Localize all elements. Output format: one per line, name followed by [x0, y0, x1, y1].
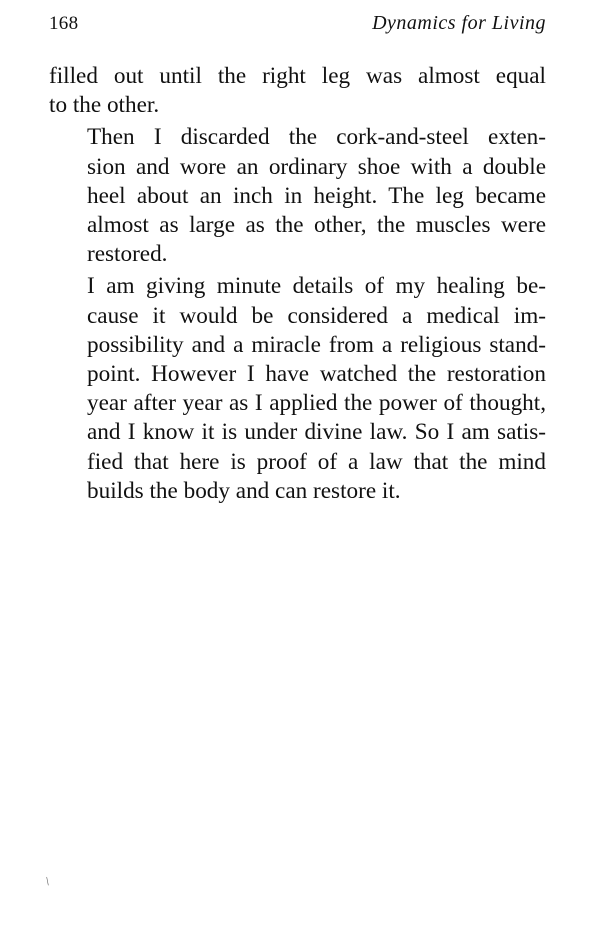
paragraph-3 — [49, 272, 546, 506]
text-line: possibility and a miracle from a religious stand- — [87, 331, 546, 358]
text-line: sion and wore an ordinary shoe with a double — [87, 153, 546, 180]
text-line: fied that here is proof of a law that the mind — [87, 448, 546, 475]
page-number: 168 — [49, 13, 79, 34]
text-line: point. However I have watched the restoration — [87, 361, 546, 388]
page-header — [49, 12, 546, 42]
text-line: Then I discarded the cork-and-steel exten- — [87, 124, 546, 151]
text-line: year after year as I applied the power of thought, — [87, 390, 546, 417]
text-line: cause it would be considered a medical im- — [87, 302, 546, 329]
text-line: builds the body and can restore it. — [87, 477, 401, 504]
stray-pen-mark: / — [42, 874, 53, 888]
running-title: Dynamics for Living — [372, 12, 546, 34]
text-line: and I know it is under divine law. So I am satis- — [87, 419, 546, 446]
text-line: I am giving minute details of my healing be- — [87, 273, 546, 300]
body-text — [49, 62, 546, 506]
text-line: heel about an inch in height. The leg became — [87, 182, 546, 209]
text-line: almost as large as the other, the muscles were — [87, 212, 546, 239]
text-line: restored. — [87, 241, 168, 268]
text-line: to the other. — [49, 92, 160, 119]
paragraph-1 — [49, 62, 546, 120]
text-line: filled out until the right leg was almost equal — [49, 63, 546, 89]
paragraph-2 — [49, 123, 546, 269]
